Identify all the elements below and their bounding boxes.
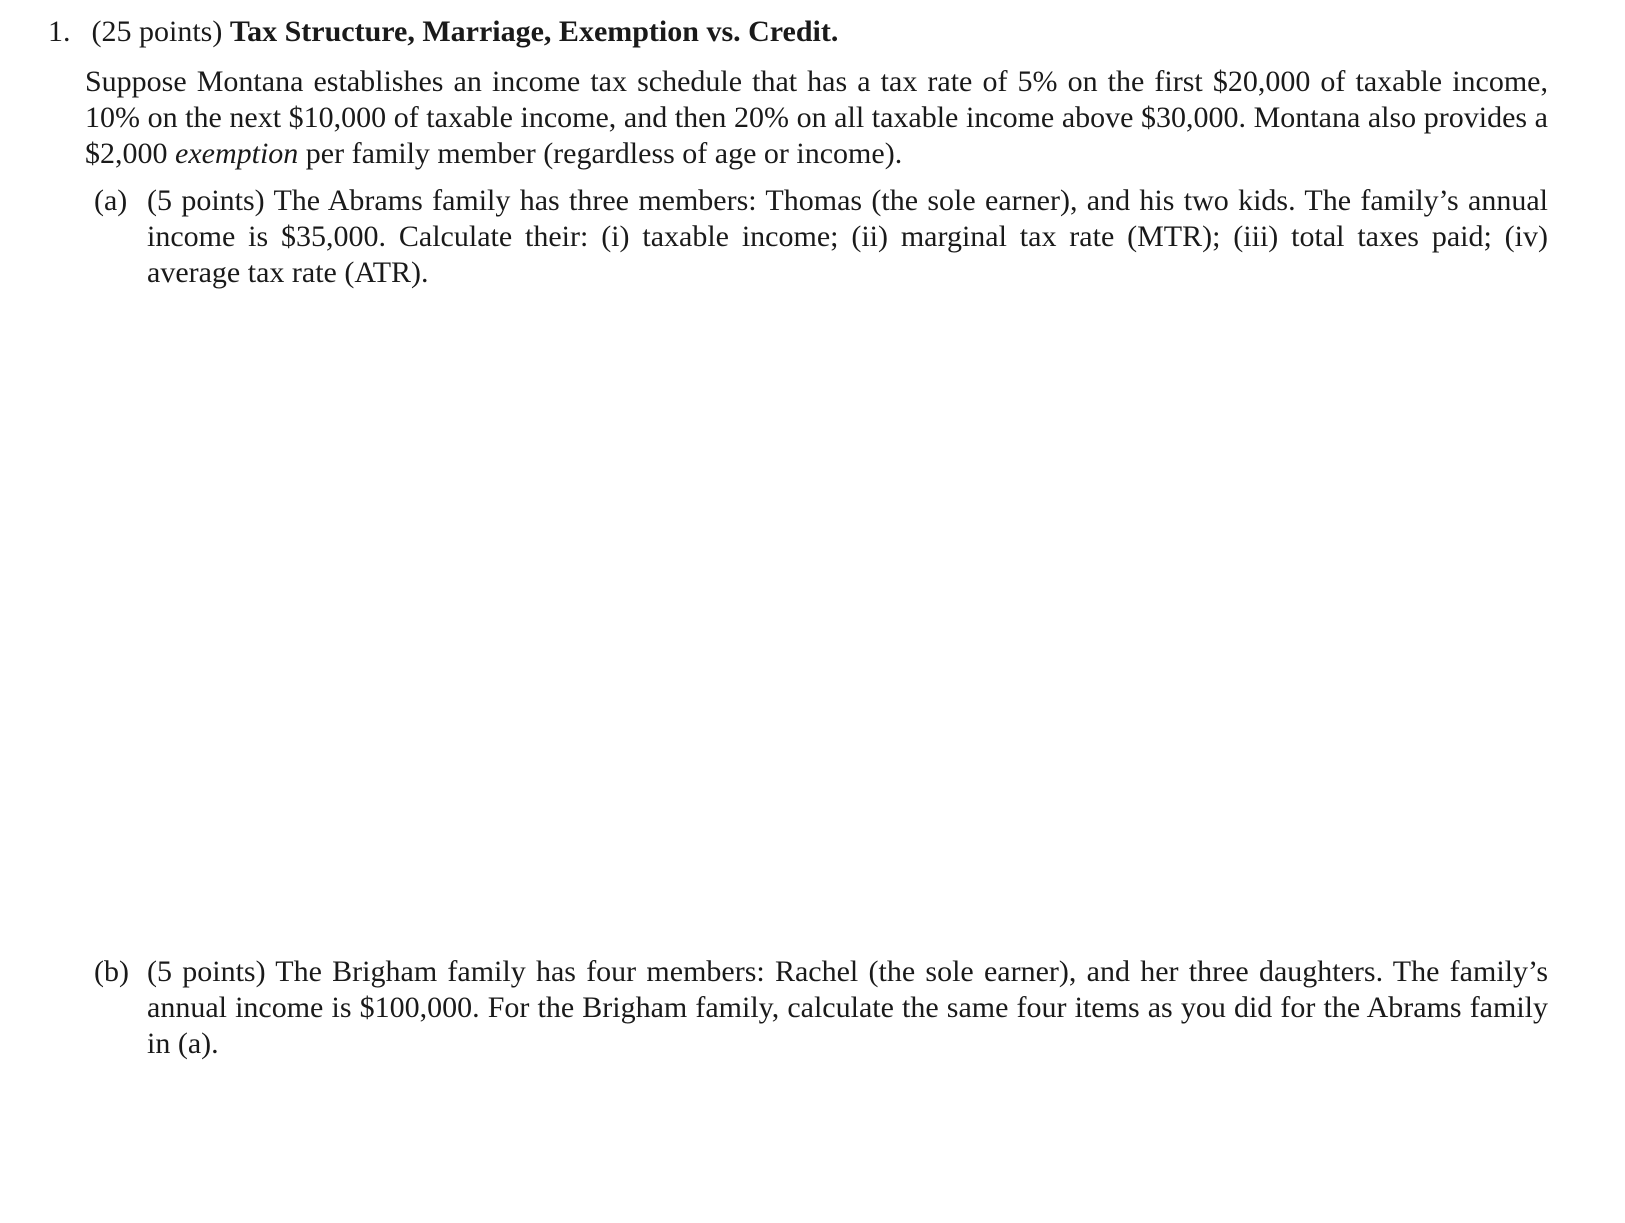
intro-text-end: per family member (regardless of age or income). <box>298 137 903 170</box>
part-b-text: (5 points) The Brigham family has four members: Rachel (the sole earner), and her three daughters. The family’s annual income is $100,000. For the Brigham family, calculate the same four items as you did for the Abrams family in (a). <box>147 955 1548 1060</box>
problem-intro <box>85 64 1548 172</box>
problem-number: 1. <box>48 15 71 48</box>
problem-points: (25 points) <box>91 15 223 48</box>
problem-1 <box>48 14 1548 172</box>
part-a-text: (5 points) The Abrams family has three members: Thomas (the sole earner), and his two kids. The family’s annual income is $35,000. Calculate their: (i) taxable income; (ii) marginal tax rate (MTR); (iii) total taxes paid; (iv) average tax rate (ATR). <box>147 184 1548 289</box>
part-a-label: (a) <box>94 184 128 217</box>
part-a <box>94 183 1548 291</box>
intro-text-start: Suppose Montana establishes an income tax schedule that has a tax rate of 5% on the first $20,000 of taxable income, 10% on the next $10,000 of taxable income, and then 20% on all taxable income above $30,000. Montana also provides a $2,000 <box>85 65 1548 170</box>
problem-title: Tax Structure, Marriage, Exemption vs. Credit. <box>229 15 839 48</box>
part-b-label: (b) <box>94 955 129 988</box>
intro-emphasis: exemption <box>175 137 299 170</box>
part-b <box>94 954 1548 1062</box>
problem-heading <box>48 14 1548 50</box>
